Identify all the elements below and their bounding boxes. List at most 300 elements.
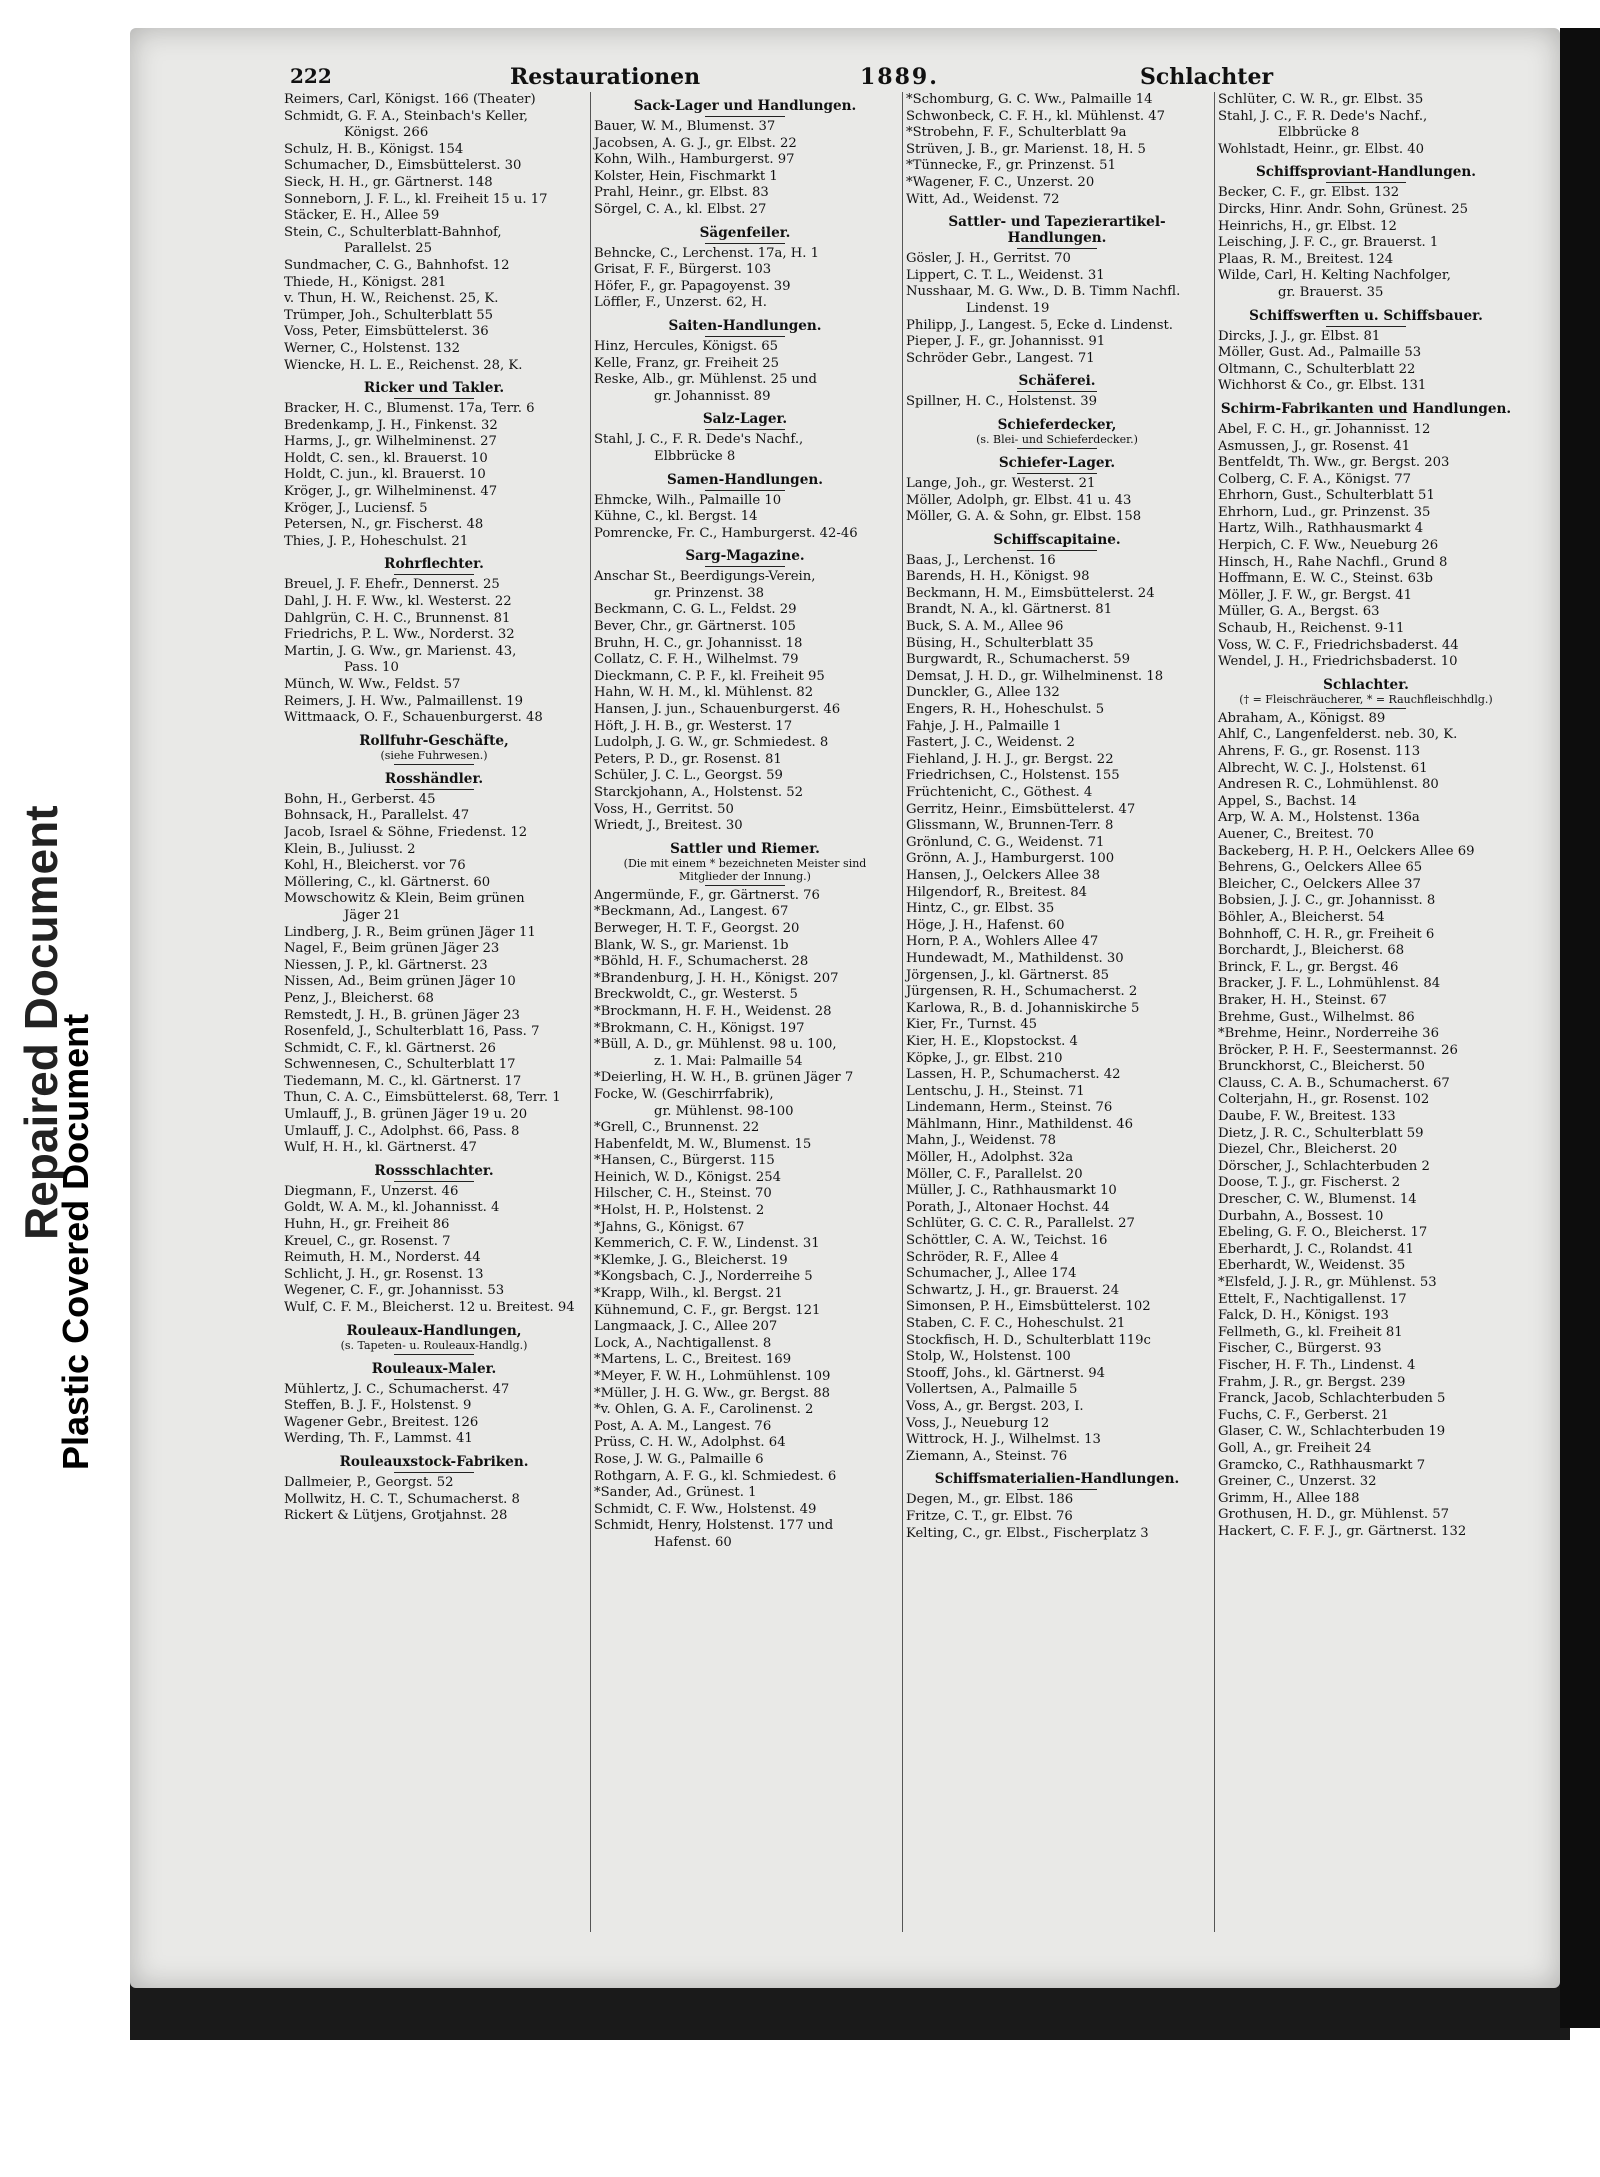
directory-entry: Trümper, Joh., Schulterblatt 55 (284, 307, 494, 323)
directory-entry: Wulf, H. H., kl. Gärtnerst. 47 (284, 1140, 477, 1156)
directory-entry: Kreuel, C., gr. Rosenst. 7 (284, 1233, 451, 1249)
directory-entry: Voss, H., Gerritst. 50 (594, 801, 734, 817)
directory-entry: Asmussen, J., gr. Rosenst. 41 (1218, 438, 1411, 454)
directory-entry: Grönn, A. J., Hamburgerst. 100 (906, 851, 1115, 867)
directory-entry: Hilgendorf, R., Breitest. 84 (906, 884, 1088, 900)
directory-entry: Prüss, C. H. W., Adolphst. 64 (594, 1435, 786, 1451)
facing-page-edge (1560, 28, 1600, 2028)
directory-entry: Bracker, H. C., Blumenst. 17a, Terr. 6 (284, 401, 535, 417)
directory-entry: Hoffmann, E. W. C., Steinst. 63b (1218, 571, 1433, 587)
directory-entry: Brehme, Gust., Wilhelmst. 86 (1218, 1009, 1415, 1025)
section-heading: Schirm-Fabrikanten und Handlungen. (1220, 400, 1512, 417)
directory-entry: Leisching, J. F. C., gr. Brauerst. 1 (1218, 235, 1439, 251)
directory-entry: Petersen, N., gr. Fischerst. 48 (284, 517, 484, 533)
section-heading: Schlachter. (1323, 676, 1409, 693)
page-number: 222 (290, 64, 332, 88)
column-1 (284, 92, 584, 1932)
directory-entry: Thiede, H., Königst. 281 (284, 274, 447, 290)
directory-entry: Lentschu, J. H., Steinst. 71 (906, 1083, 1085, 1099)
directory-entry: Kelle, Franz, gr. Freiheit 25 (594, 355, 780, 371)
section-heading: Schäferei. (1018, 373, 1096, 390)
directory-entry: Wiencke, H. L. E., Reichenst. 28, K. (284, 357, 523, 373)
directory-entry: Schmidt, C. F. Ww., Holstenst. 49 (594, 1501, 817, 1517)
directory-entry: Albrecht, W. C. J., Holstenst. 61 (1218, 760, 1428, 776)
directory-entry: Baas, J., Lerchenst. 16 (906, 552, 1056, 568)
directory-entry: Angermünde, F., gr. Gärtnerst. 76 (594, 887, 820, 903)
directory-entry: Martin, J. G. Ww., gr. Marienst. 43, (284, 643, 517, 659)
directory-entry: *Krapp, Wilh., kl. Bergst. 21 (594, 1286, 783, 1302)
section-rule (705, 429, 785, 430)
section-heading: Sägenfeiler. (699, 224, 791, 241)
section-heading: Saiten-Handlungen. (668, 317, 822, 334)
directory-entry: Mahn, J., Weidenst. 78 (906, 1133, 1057, 1149)
directory-entry: Glissmann, W., Brunnen-Terr. 8 (906, 818, 1114, 834)
directory-entry: Hintz, C., gr. Elbst. 35 (906, 901, 1055, 917)
directory-entry: Nissen, Ad., Beim grünen Jäger 10 (284, 974, 516, 990)
directory-entry: Dietz, J. R. C., Schulterblatt 59 (1218, 1125, 1424, 1141)
directory-entry: Fahje, J. H., Palmaille 1 (906, 718, 1062, 734)
section-note: (siehe Fuhrwesen.) (380, 748, 488, 762)
directory-entry: Köpke, J., gr. Elbst. 210 (906, 1050, 1063, 1066)
directory-entry: Friedrichsen, C., Holstenst. 155 (906, 768, 1120, 784)
directory-entry: Münch, W. Ww., Feldst. 57 (284, 677, 461, 692)
directory-entry: *v. Ohlen, G. A. F., Carolinenst. 2 (594, 1402, 814, 1418)
directory-entry: Reimers, J. H. Ww., Palmaillenst. 19 (284, 693, 524, 709)
directory-entry: *Brehme, Heinr., Norderreihe 36 (1218, 1026, 1439, 1042)
directory-entry: Schwartz, J. H., gr. Brauerst. 24 (906, 1282, 1120, 1298)
directory-entry: Andresen R. C., Lohmühlenst. 80 (1218, 777, 1439, 793)
directory-entry: Mollwitz, H. C. T., Schumacherst. 8 (284, 1491, 520, 1507)
directory-entry: Schröder Gebr., Langest. 71 (906, 350, 1095, 366)
directory-entry: Werding, Th. F., Lammst. 41 (284, 1431, 473, 1447)
directory-entry: Kier, H. E., Klopstockst. 4 (906, 1033, 1078, 1049)
section-rule (705, 243, 785, 244)
directory-entry: Diezel, Chr., Bleicherst. 20 (1218, 1142, 1398, 1158)
directory-entry: Durbahn, A., Bossest. 10 (1218, 1208, 1384, 1224)
directory-entry: Schmidt, G. F. A., Steinbach's Keller, (284, 108, 528, 124)
directory-entry: Franck, Jacob, Schlachterbuden 5 (1218, 1391, 1446, 1407)
directory-entry: Eberhardt, W., Weidenst. 35 (1218, 1258, 1406, 1274)
directory-entry: Bohnhoff, C. H. R., gr. Freiheit 6 (1218, 926, 1435, 942)
directory-entry: Sonneborn, J. F. L., kl. Freiheit 15 u. 17 (284, 191, 548, 207)
directory-entry: Buck, S. A. M., Allee 96 (906, 619, 1064, 635)
directory-entry: Heinich, W. D., Königst. 254 (594, 1169, 782, 1185)
directory-entry: Focke, W. (Geschirrfabrik), (594, 1086, 774, 1102)
directory-entry: Rose, J. W. G., Palmaille 6 (594, 1451, 764, 1467)
directory-entry: Tiedemann, M. C., kl. Gärtnerst. 17 (284, 1073, 522, 1089)
directory-entry: Kühnemund, C. F., gr. Bergst. 121 (594, 1302, 821, 1318)
directory-entry: Schüler, J. C. L., Georgst. 59 (594, 768, 783, 784)
directory-entry: Eberhardt, J. C., Rolandst. 41 (1218, 1241, 1414, 1257)
directory-entry: Heinrichs, H., gr. Elbst. 12 (1218, 218, 1397, 234)
directory-entry: Dallmeier, P., Georgst. 52 (284, 1474, 454, 1490)
directory-entry: Bauer, W. M., Blumenst. 37 (594, 119, 776, 134)
directory-entry: Nagel, F., Beim grünen Jäger 23 (284, 941, 500, 957)
directory-entry: Rothgarn, A. F. G., kl. Schmiedest. 6 (594, 1468, 837, 1484)
directory-entry: Umlauff, J., B. grünen Jäger 19 u. 20 (284, 1107, 528, 1123)
directory-entry: Witt, Ad., Weidenst. 72 (906, 191, 1060, 207)
section-heading: Schieferdecker, (997, 416, 1117, 433)
directory-entry: Prahl, Heinr., gr. Elbst. 83 (594, 185, 769, 201)
directory-entry: *Meyer, F. W. H., Lohmühlenst. 109 (594, 1369, 831, 1384)
directory-entry: Löffler, F., Unzerst. 62, H. (594, 295, 767, 311)
directory-entry: Auener, C., Breitest. 70 (1218, 826, 1374, 842)
directory-entry: Ehrhorn, Lud., gr. Prinzenst. 35 (1218, 504, 1431, 520)
directory-entry: *Grell, C., Brunnenst. 22 (594, 1120, 760, 1136)
section-rule (1017, 550, 1097, 551)
directory-entry: Engers, R. H., Hoheschulst. 5 (906, 702, 1105, 718)
directory-entry: Steffen, B. J. F., Holstenst. 9 (284, 1398, 472, 1414)
directory-entry: Bredenkamp, J. H., Finkenst. 32 (284, 417, 498, 433)
directory-entry: v. Thun, H. W., Reichenst. 25, K. (284, 291, 499, 307)
directory-entry: *Kongsbach, C. J., Norderreihe 5 (594, 1269, 813, 1285)
directory-entry: Holdt, C. jun., kl. Brauerst. 10 (284, 467, 486, 483)
entry-continuation: Pass. 10 (344, 660, 399, 676)
directory-entry: Breuel, J. F. Ehefr., Dennerst. 25 (284, 577, 500, 593)
directory-entry: Bleicher, C., Oelckers Allee 37 (1218, 876, 1421, 892)
directory-entry: Simonsen, P. H., Eimsbüttelerst. 102 (906, 1299, 1151, 1315)
directory-entry: Nusshaar, M. G. Ww., D. B. Timm Nachfl. (906, 284, 1181, 300)
directory-entry: Kohn, Wilh., Hamburgerst. 97 (594, 152, 795, 168)
directory-entry: Spillner, H. C., Holstenst. 39 (906, 394, 1097, 410)
directory-entry: Bohn, H., Gerberst. 45 (284, 791, 436, 807)
directory-entry: Höge, J. H., Hafenst. 60 (906, 917, 1065, 933)
section-rule (1017, 473, 1097, 474)
directory-entry: Colberg, C. F. A., Königst. 77 (1218, 471, 1412, 487)
directory-entry: Stein, C., Schulterblatt-Bahnhof, (284, 224, 502, 240)
directory-entry: Jürgensen, R. H., Schumacherst. 2 (906, 984, 1138, 1000)
section-note: (s. Blei- und Schieferdecker.) (976, 432, 1138, 446)
directory-entry: Wichhorst & Co., gr. Elbst. 131 (1218, 378, 1427, 394)
directory-entry: Bobsien, J. J. C., gr. Johannisst. 8 (1218, 893, 1436, 909)
entry-continuation: Hafenst. 60 (654, 1534, 732, 1550)
directory-entry: Möller, Gust. Ad., Palmaille 53 (1218, 345, 1422, 361)
directory-entry: *Hansen, C., Bürgerst. 115 (594, 1153, 775, 1169)
section-heading: Schiffsproviant-Handlungen. (1255, 164, 1477, 181)
directory-entry: Möller, H., Adolphst. 32a (906, 1150, 1074, 1166)
directory-entry: Lippert, C. T. L., Weidenst. 31 (906, 267, 1105, 283)
section-heading: Rossschlachter. (374, 1162, 494, 1179)
directory-entry: Habenfeldt, M. W., Blumenst. 15 (594, 1136, 812, 1152)
directory-entry: Behncke, C., Lerchenst. 17a, H. 1 (594, 245, 820, 261)
directory-entry: Schlüter, G. C. C. R., Parallelst. 27 (906, 1216, 1135, 1232)
directory-entry: Kühne, C., kl. Bergst. 14 (594, 509, 758, 525)
directory-entry: *Klemke, J. G., Bleicherst. 19 (594, 1252, 788, 1268)
directory-entry: Rickert & Lütjens, Grotjahnst. 28 (284, 1508, 508, 1524)
directory-entry: Post, A. A. M., Langest. 76 (594, 1418, 772, 1434)
directory-entry: Hinz, Hercules, Königst. 65 (594, 338, 779, 354)
directory-entry: Friedrichs, P. L. Ww., Norderst. 32 (284, 627, 515, 643)
directory-entry: Wriedt, J., Breitest. 30 (594, 818, 743, 834)
directory-entry: Schöttler, C. A. W., Teichst. 16 (906, 1233, 1108, 1249)
section-rule (394, 1354, 474, 1355)
directory-entry: Hansen, J., Oelckers Allee 38 (906, 867, 1100, 883)
directory-entry: Früchtenicht, C., Göthest. 4 (906, 785, 1093, 800)
entry-continuation: Jäger 21 (344, 907, 401, 923)
directory-entry: Wagener Gebr., Breitest. 126 (284, 1414, 479, 1430)
directory-entry: Hahn, W. H. M., kl. Mühlenst. 82 (594, 685, 814, 701)
section-rule (1326, 419, 1406, 420)
directory-entry: Ludolph, J. G. W., gr. Schmiedest. 8 (594, 735, 829, 751)
directory-entry: Fellmeth, G., kl. Freiheit 81 (1218, 1324, 1403, 1340)
directory-entry: Wohlstadt, Heinr., gr. Elbst. 40 (1218, 141, 1425, 157)
directory-entry: Berweger, H. T. F., Georgst. 20 (594, 920, 800, 936)
directory-entry: Borchardt, J., Bleicherst. 68 (1218, 943, 1405, 959)
directory-entry: Thies, J. P., Hoheschulst. 21 (284, 533, 469, 549)
directory-entry: Möller, C. F., Parallelst. 20 (906, 1166, 1083, 1182)
directory-entry: Grimm, H., Allee 188 (1218, 1490, 1360, 1506)
directory-entry: Beckmann, C. G. L., Feldst. 29 (594, 602, 797, 618)
directory-entry: Lindemann, Herm., Steinst. 76 (906, 1100, 1113, 1116)
directory-entry: Karlowa, R., B. d. Johanniskirche 5 (906, 1000, 1140, 1016)
directory-entry: Stooff, Johs., kl. Gärtnerst. 94 (906, 1365, 1105, 1381)
directory-entry: Ahlf, C., Langenfelderst. neb. 30, K. (1218, 727, 1458, 743)
section-note: († = Fleischräucherer, * = Rauchfleischhdlg.) (1239, 692, 1493, 706)
directory-entry: Lassen, H. P., Schumacherst. 42 (906, 1067, 1121, 1083)
section-rule (1017, 448, 1097, 449)
directory-entry: Kier, Fr., Turnst. 45 (906, 1017, 1038, 1033)
section-note: (s. Tapeten- u. Rouleaux-Handlg.) (340, 1338, 528, 1352)
directory-entry: Schmidt, Henry, Holstenst. 177 und (594, 1518, 834, 1534)
directory-entry: Dörscher, J., Schlachterbuden 2 (1218, 1158, 1430, 1174)
directory-entry: Hartz, Wilh., Rathhausmarkt 4 (1218, 521, 1424, 537)
directory-entry: Abraham, A., Königst. 89 (1218, 710, 1386, 726)
directory-entry: Lock, A., Nachtigallenst. 8 (594, 1335, 772, 1351)
directory-entry: Wendel, J. H., Friedrichsbaderst. 10 (1218, 654, 1458, 670)
directory-entry: Voss, A., gr. Bergst. 203, I. (906, 1398, 1084, 1414)
directory-entry: Reimuth, H. M., Norderst. 44 (284, 1250, 481, 1266)
directory-entry: Starckjohann, A., Holstenst. 52 (594, 785, 803, 800)
directory-entry: Ziemann, A., Steinst. 76 (906, 1448, 1068, 1464)
directory-entry: *Tünnecke, F., gr. Prinzenst. 51 (906, 158, 1116, 174)
directory-entry: *Brandenburg, J. H. H., Königst. 207 (594, 970, 839, 986)
directory-entry: Schumacher, J., Allee 174 (906, 1266, 1077, 1282)
directory-entry: Ehmcke, Wilh., Palmaille 10 (594, 492, 782, 508)
directory-entry: Bentfeldt, Th. Ww., gr. Bergst. 203 (1218, 455, 1450, 471)
directory-entry: Schaub, H., Reichenst. 9-11 (1218, 621, 1405, 637)
directory-entry: Wittrock, H. J., Wilhelmst. 13 (906, 1432, 1101, 1448)
section-heading: Sarg-Magazine. (685, 548, 805, 565)
section-rule (1017, 1489, 1097, 1490)
directory-entry: Wilde, Carl, H. Kelting Nachfolger, (1218, 268, 1451, 284)
directory-entry: Jacobsen, A. G. J., gr. Elbst. 22 (594, 135, 797, 151)
directory-entry: Lange, Joh., gr. Westerst. 21 (906, 475, 1096, 491)
directory-entry: Hilscher, C. H., Steinst. 70 (594, 1186, 772, 1202)
section-rule (705, 116, 785, 117)
directory-entry: Huhn, H., gr. Freiheit 86 (284, 1217, 450, 1233)
directory-entry: Fritze, C. T., gr. Elbst. 76 (906, 1508, 1073, 1524)
directory-entry: Remstedt, J. H., B. grünen Jäger 23 (284, 1007, 520, 1023)
section-rule (394, 1472, 474, 1473)
directory-entry: Möller, Adolph, gr. Elbst. 41 u. 43 (906, 492, 1132, 508)
section-heading: Schiffsmaterialien-Handlungen. (934, 1471, 1180, 1488)
entry-continuation: gr. Mühlenst. 98-100 (654, 1103, 794, 1119)
directory-entry: Kemmerich, C. F. W., Lindenst. 31 (594, 1236, 820, 1252)
directory-entry: *Böhld, H. F., Schumacherst. 28 (594, 954, 809, 970)
directory-entry: *Holst, H. P., Holstenst. 2 (594, 1203, 765, 1219)
repaired-document-label: Repaired Document (15, 805, 67, 1240)
directory-entry: Brinck, F. L., gr. Bergst. 46 (1218, 959, 1399, 975)
entry-continuation: gr. Prinzenst. 38 (654, 585, 765, 601)
directory-entry: Abel, F. C. H., gr. Johannisst. 12 (1218, 421, 1431, 437)
directory-entry: Pomrencke, Fr. C., Hamburgerst. 42-46 (594, 525, 858, 541)
directory-entry: Stäcker, E. H., Allee 59 (284, 208, 440, 224)
directory-entry: *Beckmann, Ad., Langest. 67 (594, 904, 789, 920)
directory-entry: Arp, W. A. M., Holstenst. 136a (1218, 810, 1420, 826)
section-heading: Rohrflechter. (384, 556, 484, 573)
directory-entry: Degen, M., gr. Elbst. 186 (906, 1492, 1074, 1508)
directory-entry: Barends, H. H., Königst. 98 (906, 569, 1090, 585)
directory-entry: Frahm, J. R., gr. Bergst. 239 (1218, 1374, 1406, 1390)
directory-entry: Beckmann, H. M., Eimsbüttelerst. 24 (906, 585, 1155, 601)
directory-entry: Schlüter, C. W. R., gr. Elbst. 35 (1218, 92, 1424, 107)
side-label-panel (0, 0, 120, 2177)
directory-entry: Glaser, C. W., Schlachterbuden 19 (1218, 1424, 1446, 1440)
directory-entry: Demsat, J. H. D., gr. Wilhelminenst. 18 (906, 668, 1164, 684)
directory-entry: Schwonbeck, C. F. H., kl. Mühlenst. 47 (906, 108, 1166, 124)
directory-entry: Voss, J., Neueburg 12 (906, 1415, 1050, 1431)
directory-entry: Burgwardt, R., Schumacherst. 59 (906, 652, 1131, 668)
directory-entry: *Büll, A. D., gr. Mühlenst. 98 u. 100, (594, 1037, 837, 1053)
directory-entry: Jörgensen, J., kl. Gärtnerst. 85 (906, 967, 1109, 983)
directory-entry: Ebeling, G. F. O., Bleicherst. 17 (1218, 1225, 1428, 1241)
section-rule (394, 1181, 474, 1182)
directory-entry: Dieckmann, C. P. F., kl. Freiheit 95 (594, 668, 825, 684)
directory-entry: Dahl, J. H. F. Ww., kl. Westerst. 22 (284, 594, 512, 610)
section-heading: Rosshändler. (384, 770, 484, 787)
directory-entry: Wulf, C. F. M., Bleicherst. 12 u. Breitest. 94 (284, 1300, 575, 1315)
directory-entry: *Strobehn, F. F., Schulterblatt 9a (906, 125, 1127, 141)
directory-entry: Umlauff, J. C., Adolphst. 66, Pass. 8 (284, 1123, 520, 1139)
directory-entry: Grönlund, C. G., Weidenst. 71 (906, 834, 1105, 850)
directory-entry: Hundewadt, M., Mathildenst. 30 (906, 950, 1124, 966)
directory-entry: Blank, W. S., gr. Marienst. 1b (594, 937, 789, 953)
section-note: (Die mit einem * bezeichneten Meister sind Mitglieder der Innung.) (623, 856, 867, 883)
directory-entry: Strüven, J. B., gr. Marienst. 18, H. 5 (906, 141, 1146, 157)
directory-entry: Doose, T. J., gr. Fischerst. 2 (1218, 1175, 1401, 1191)
section-heading: Ricker und Takler. (363, 380, 505, 397)
section-rule (394, 398, 474, 399)
section-rule (705, 885, 785, 886)
directory-entry: Goldt, W. A. M., kl. Johannisst. 4 (284, 1200, 500, 1216)
directory-entry: Stahl, J. C., F. R. Dede's Nachf., (1218, 108, 1428, 124)
directory-entry: *Müller, J. H. G. Ww., gr. Bergst. 88 (594, 1385, 831, 1401)
directory-entry: Büsing, H., Schulterblatt 35 (906, 635, 1094, 651)
directory-entry: Möller, G. A. & Sohn, gr. Elbst. 158 (906, 509, 1142, 525)
directory-entry: Höft, J. H. B., gr. Westerst. 17 (594, 718, 793, 734)
directory-entry: Schulz, H. B., Königst. 154 (284, 141, 464, 157)
directory-entry: Bröcker, P. H. F., Seestermannst. 26 (1218, 1042, 1458, 1058)
section-heading: Rollfuhr-Geschäfte, (359, 732, 509, 749)
directory-entry: Stolp, W., Holstenst. 100 (906, 1349, 1071, 1365)
section-heading: Schiffswerften u. Schiffsbauer. (1249, 307, 1483, 324)
directory-entry: Holdt, C. sen., kl. Brauerst. 10 (284, 450, 488, 466)
directory-columns (284, 92, 1512, 1932)
directory-entry: Klein, B., Juliusst. 2 (284, 841, 416, 857)
directory-entry: Gerritz, Heinr., Eimsbüttelerst. 47 (906, 801, 1136, 817)
directory-entry: Voss, Peter, Eimsbüttelerst. 36 (284, 324, 489, 340)
directory-entry: Hackert, C. F. F. J., gr. Gärtnerst. 132 (1218, 1523, 1467, 1539)
entry-continuation: gr. Brauerst. 35 (1278, 284, 1384, 300)
directory-entry: Fischer, H. F. Th., Lindenst. 4 (1218, 1357, 1416, 1373)
section-heading: Schiefer-Lager. (998, 454, 1116, 471)
directory-entry: Grisat, F. F., Bürgerst. 103 (594, 262, 772, 278)
directory-entry: Breckwoldt, C., gr. Westerst. 5 (594, 987, 798, 1003)
section-rule (705, 336, 785, 337)
directory-entry: *Elsfeld, J. J. R., gr. Mühlenst. 53 (1218, 1275, 1437, 1290)
section-rule (394, 1379, 474, 1380)
directory-entry: Harms, J., gr. Wilhelminenst. 27 (284, 434, 497, 450)
directory-entry: Staben, C. F. C., Hoheschulst. 21 (906, 1316, 1126, 1331)
directory-entry: Wegener, C. F., gr. Johannisst. 53 (284, 1283, 505, 1299)
directory-entry: Dircks, Hinr. Andr. Sohn, Grünest. 25 (1218, 201, 1468, 217)
directory-entry: Gramcko, C., Rathhausmarkt 7 (1218, 1457, 1426, 1473)
directory-entry: Pieper, J. F., gr. Johannisst. 91 (906, 334, 1106, 350)
directory-entry: Sundmacher, C. G., Bahnhofst. 12 (284, 257, 510, 273)
section-heading: Rouleauxstock-Fabriken. (339, 1453, 529, 1470)
column-3 (902, 92, 1208, 1932)
column-2 (590, 92, 896, 1932)
header-year: 1889. (860, 64, 939, 90)
directory-entry: Dahlgrün, C. H. C., Brunnenst. 81 (284, 610, 511, 626)
section-rule (1326, 708, 1406, 709)
directory-entry: Bever, Chr., gr. Gärtnerst. 105 (594, 619, 796, 635)
directory-entry: Behrens, G., Oelckers Allee 65 (1218, 860, 1423, 876)
directory-entry: Schlicht, J. H., gr. Rosenst. 13 (284, 1266, 484, 1282)
directory-entry: Plaas, R. M., Breitest. 124 (1218, 251, 1394, 267)
directory-entry: Ehrhorn, Gust., Schulterblatt 51 (1218, 488, 1435, 504)
directory-entry: Dunckler, G., Allee 132 (906, 685, 1060, 701)
directory-entry: Wittmaack, O. F., Schauenburgerst. 48 (284, 710, 543, 726)
section-rule (394, 574, 474, 575)
directory-entry: Grothusen, H. D., gr. Mühlenst. 57 (1218, 1507, 1449, 1523)
directory-entry: Hansen, J. jun., Schauenburgerst. 46 (594, 702, 841, 718)
directory-entry: Drescher, C. W., Blumenst. 14 (1218, 1192, 1417, 1208)
section-heading: Rouleaux-Handlungen, (346, 1322, 522, 1339)
section-heading: Sattler und Riemer. (670, 840, 820, 857)
directory-entry: Bruhn, H. C., gr. Johannisst. 18 (594, 635, 803, 651)
directory-entry: Fastert, J. C., Weidenst. 2 (906, 735, 1075, 751)
plastic-covered-label: Plastic Covered Document (55, 1013, 96, 1470)
directory-entry: Schumacher, D., Eimsbüttelerst. 30 (284, 158, 522, 174)
directory-entry: Oltmann, C., Schulterblatt 22 (1218, 361, 1416, 377)
directory-entry: Peters, P. D., gr. Rosenst. 81 (594, 751, 782, 767)
directory-entry: Thun, C. A. C., Eimsbüttelerst. 68, Terr. 1 (284, 1090, 561, 1106)
directory-entry: Schmidt, C. F., kl. Gärtnerst. 26 (284, 1040, 496, 1056)
directory-entry: Mühlertz, J. C., Schumacherst. 47 (284, 1381, 510, 1397)
directory-entry: Fiehland, J. H. J., gr. Bergst. 22 (906, 751, 1114, 767)
section-heading: Samen-Handlungen. (667, 471, 823, 488)
directory-entry: Falck, D. H., Königst. 193 (1218, 1308, 1389, 1324)
page-header (290, 64, 1290, 94)
directory-entry: Anschar St., Beerdigungs-Verein, (594, 569, 816, 585)
section-rule (705, 566, 785, 567)
directory-entry: Niessen, J. P., kl. Gärtnerst. 23 (284, 957, 488, 973)
section-heading: Sattler- und Tapezierartikel-Handlungen. (948, 214, 1166, 247)
directory-entry: Appel, S., Bachst. 14 (1218, 793, 1357, 809)
directory-entry: Müller, G. A., Bergst. 63 (1218, 604, 1380, 620)
directory-entry: Hinsch, H., Rahe Nachfl., Grund 8 (1218, 554, 1448, 570)
directory-entry: Stahl, J. C., F. R. Dede's Nachf., (594, 432, 804, 448)
directory-entry: Becker, C. F., gr. Elbst. 132 (1218, 185, 1400, 201)
section-rule (1017, 391, 1097, 392)
directory-entry: Sörgel, C. A., kl. Elbst. 27 (594, 201, 767, 217)
section-rule (705, 490, 785, 491)
directory-entry: Colterjahn, H., gr. Rosenst. 102 (1218, 1092, 1430, 1108)
directory-entry: Lindberg, J. R., Beim grünen Jäger 11 (284, 924, 536, 940)
directory-entry: Möller, J. F. W., gr. Bergst. 41 (1218, 587, 1413, 603)
directory-entry: Collatz, C. F. H., Wilhelmst. 79 (594, 652, 799, 668)
